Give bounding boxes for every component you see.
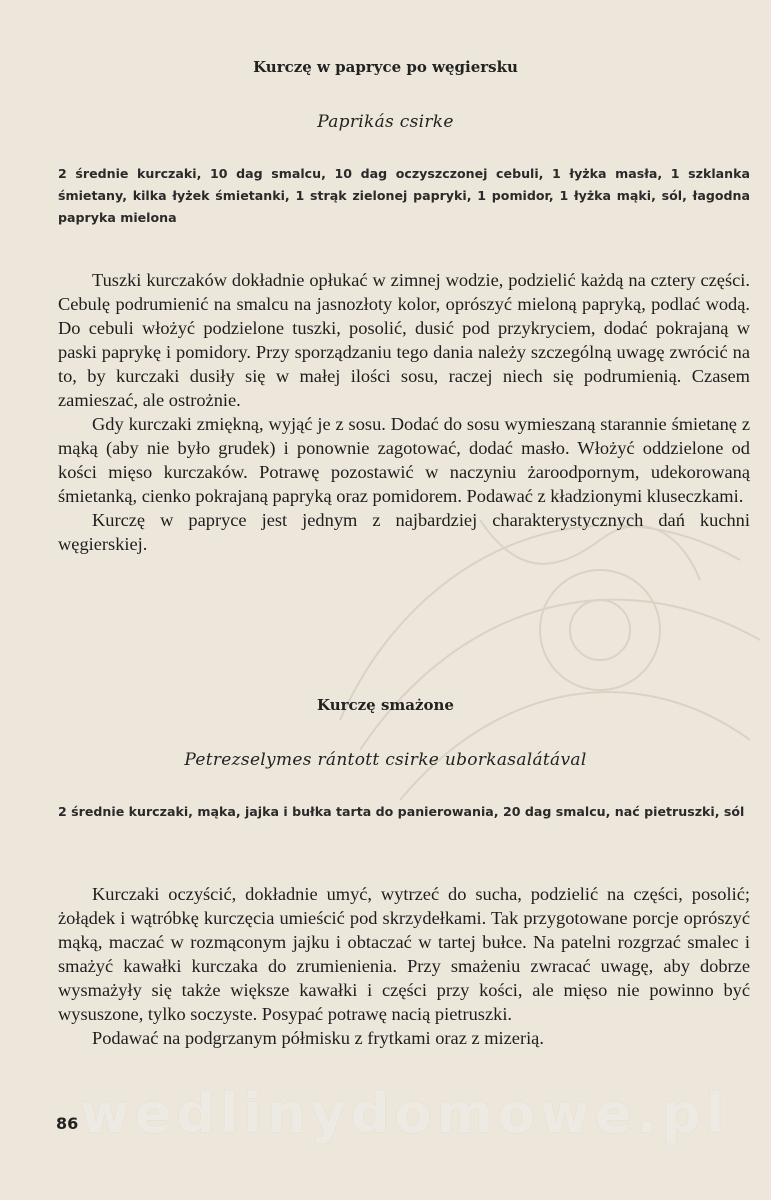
watermark: wedlinydomowe.pl (80, 1082, 730, 1145)
recipe2-instructions (58, 882, 750, 1050)
page-number: 86 (56, 1114, 79, 1133)
recipe2-ingredients: 2 średnie kurczaki, mąka, jajka i bułka tarta do panierowania, 20 dag smalcu, nać pietruszki, sól (58, 804, 745, 819)
recipe1-ingredients: 2 średnie kurczaki, 10 dag smalcu, 10 dag oczyszczonej cebuli, 1 łyżka masła, 1 szklanka śmietany, kilka łyżek śmietanki, 1 strąk zielonej papryki, 1 pomidor, 1 łyżka mąki, sól, łagodna papryka mielona (58, 166, 750, 225)
recipe1-paragraph-1: Tuszki kurczaków dokładnie opłukać w zimnej wodzie, podzielić każdą na cztery części. Cebulę podrumienić na smalcu na jasnozłoty kolor, oprószyć mieloną papryką, podlać wodą. Do cebuli włożyć podzielone tuszki, posolić, dusić pod przykryciem, dodać pokrajaną w paski paprykę i pomidory. Przy sporządzaniu tego dania należy szczególną uwagę zwrócić na to, by kurczaki dusiły się w małej ilości sosu, raczej niech się podrumienią. Czasem zamieszać, ale ostrożnie. (58, 270, 750, 410)
recipe2-subtitle: Petrezselymes rántott csirke uborkasalátával (184, 750, 587, 770)
recipe2-paragraph-2: Podawać na podgrzanym półmisku z frytkami oraz z mizerią. (92, 1028, 544, 1048)
recipe1-subtitle: Paprikás csirke (317, 112, 454, 132)
recipe2-paragraph-1: Kurczaki oczyścić, dokładnie umyć, wytrzeć do sucha, podzielić na części, posolić; żołądek i wątróbkę kurczęcia umieścić pod skrzydełkami. Tak przygotowane porcje oprószyć mąką, maczać w rozmąconym jajku i obtaczać w tartej bułce. Na patelni rozgrzać smalec i smażyć kawałki kurczaka do zrumienienia. Przy smażeniu zwracać uwagę, aby dobrze wysmażyły się także większe kawałki i części przy kości, ale mięso nie powinno być wysuszone, tylko soczyste. Posypać potrawę nacią pietruszki. (58, 884, 750, 1024)
recipe1-paragraph-3: Kurczę w papryce jest jednym z najbardziej charakterystycznych dań kuchni węgierskiej. (58, 510, 750, 554)
recipe1-title: Kurczę w papryce po węgiersku (253, 58, 518, 76)
recipe1-paragraph-2: Gdy kurczaki zmiękną, wyjąć je z sosu. Dodać do sosu wymieszaną starannie śmietanę z mąką (aby nie było grudek) i ponownie zagotować, dodać masło. Włożyć oddzielone od kości mięso kurczaków. Potrawę pozostawić w naczyniu żaroodpornym, udekorowaną śmietanką, cienko pokrajaną papryką oraz pomidorem. Podawać z kładzionymi kluseczkami. (58, 414, 750, 506)
recipe1-instructions (58, 268, 750, 556)
recipe2-title: Kurczę smażone (317, 696, 454, 714)
